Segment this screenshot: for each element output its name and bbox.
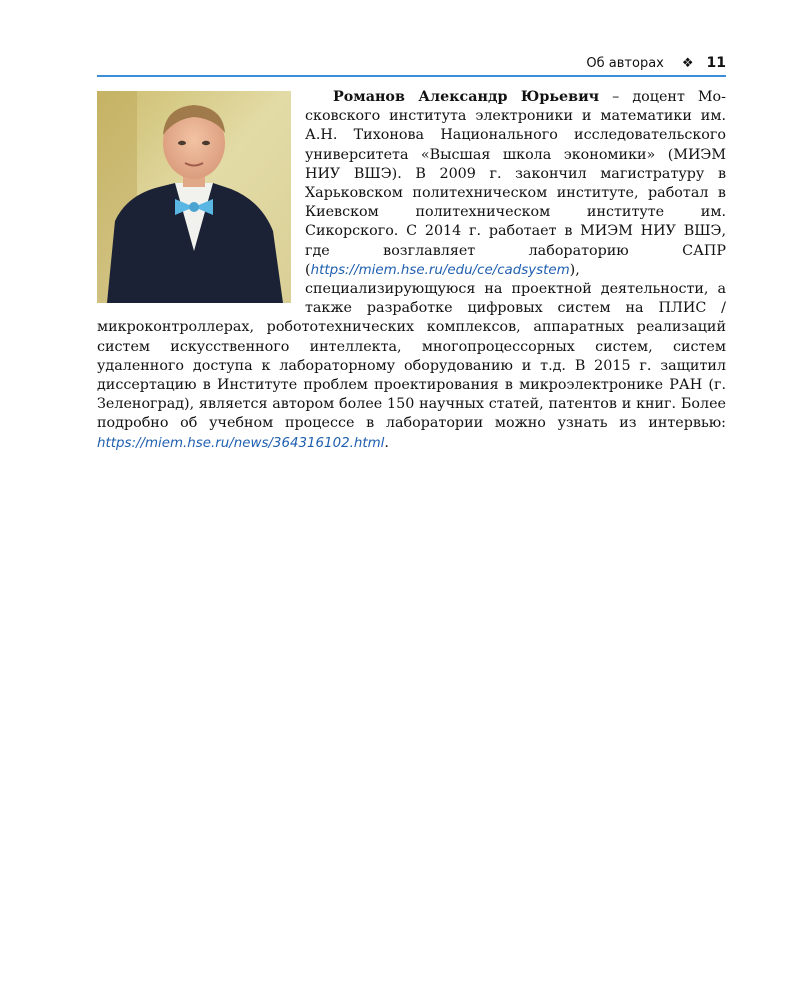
portrait-photo-icon bbox=[97, 91, 291, 303]
diamond-bullet-icon: ❖ bbox=[681, 55, 694, 71]
author-bio bbox=[97, 88, 726, 453]
bio-text-1: – доцент Московского института электроники и математики им. А.Н. Тихонова Национального исследовательского университета «Высшая школа экономики» (МИЭМ НИУ ВШЭ). В 2009 г. закончил магистратуру в Харьковском политехническом институте, работал в Киевском политехническом институте им. Сикорского. С 2014 г. работает в МИЭМ НИУ ВШЭ, где возглавляет лабораторию САПР ( bbox=[305, 89, 726, 278]
cadsystem-link[interactable]: https://miem.hse.ru/edu/ce/cadsystem bbox=[310, 262, 570, 278]
author-name: Романов Александр Юрьевич bbox=[333, 89, 600, 105]
interview-link[interactable]: https://miem.hse.ru/news/364316102.html bbox=[97, 435, 385, 451]
bio-text-3: . bbox=[384, 434, 389, 451]
bio-text-2: ), специализирующуюся на проектной деятельности, а также разработке цифровых систем на ПЛИС / микроконтроллерах, робототехнических комплексов, аппаратных реализаций систем искусственного интеллекта, многопроцессорных систем, систем удаленного доступа к лабораторному оборудованию и т.д. В 2015 г. защитил диссертацию в Институте проблем проектирования в микроэлектронике РАН (г. Зеленоград), является автором более 150 научных статей, патентов и книг. Более подробно об учебном процессе в лаборатории можно узнать из интервью: bbox=[97, 261, 726, 432]
page-number: 11 bbox=[706, 55, 726, 71]
header-rule bbox=[97, 75, 726, 77]
running-header bbox=[97, 52, 726, 74]
section-title: Об авторах bbox=[586, 55, 664, 71]
author-photo bbox=[97, 91, 291, 303]
